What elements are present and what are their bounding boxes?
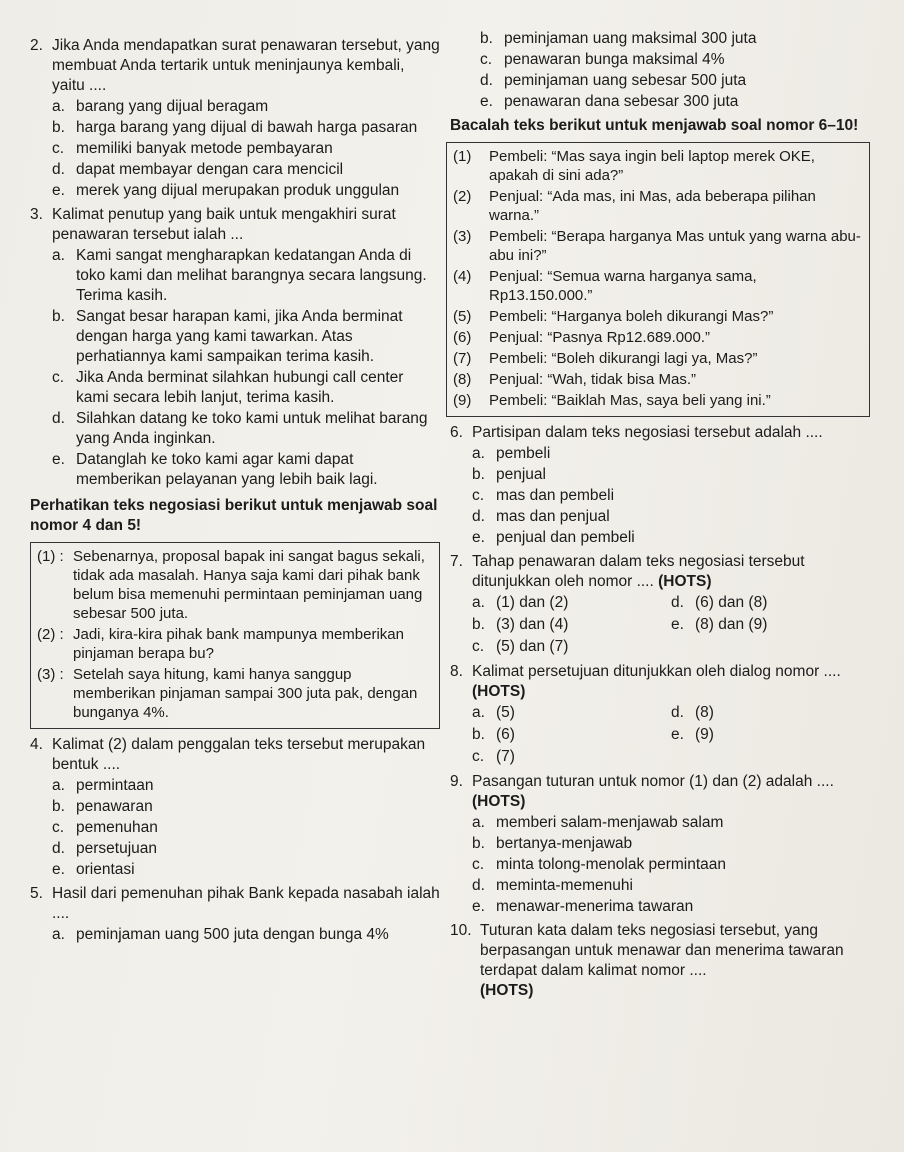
option: d. (8)	[671, 704, 714, 721]
option: a. peminjaman uang 500 juta dengan bunga 4%	[52, 926, 389, 943]
option: e. menawar-menerima tawaran	[472, 898, 694, 915]
option: e. Datanglah ke toko kami agar kami dapat memberikan pelayanan yang lebih baik lagi.	[52, 451, 378, 488]
question-number: 3.	[30, 206, 43, 223]
excerpt-line: (3) : Setelah saya hitung, kami hanya sanggup memberikan pinjaman sampai 300 juta pak, dengan bunganya 4%.	[37, 666, 418, 721]
question-text: Jika Anda mendapatkan surat penawaran tersebut, yang membuat Anda tertarik untuk meninjaunya kembali, yaitu ....	[52, 37, 440, 94]
question-8	[450, 662, 870, 768]
excerpt-line: (2) : Jadi, kira-kira pihak bank mampunya memberikan pinjaman berapa bu?	[37, 626, 404, 662]
dialog-line: (4) Penjual: “Semua warna harganya sama, Rp13.150.000.”	[453, 268, 757, 304]
option: e. (8) dan (9)	[671, 616, 768, 633]
question-9	[450, 772, 870, 917]
hots-label: (HOTS)	[472, 683, 526, 700]
question-number: 4.	[30, 736, 43, 753]
option: c. (5) dan (7)	[472, 638, 569, 655]
option: a. pembeli	[472, 445, 551, 462]
option: d. mas dan penjual	[472, 508, 610, 525]
hots-label: (HOTS)	[480, 982, 534, 999]
option: a. permintaan	[52, 777, 154, 794]
question-2	[30, 36, 440, 201]
option: b. Sangat besar harapan kami, jika Anda berminat dengan harga yang kami tawarkan. Atas perhatiannya kami sampaikan terima kasih.	[52, 308, 403, 365]
option: a. memberi salam-menjawab salam	[472, 814, 724, 831]
question-number: 6.	[450, 424, 463, 441]
question-text: Hasil dari pemenuhan pihak Bank kepada nasabah ialah ....	[52, 885, 440, 922]
option: d. (6) dan (8)	[671, 594, 768, 611]
option: d. meminta-memenuhi	[472, 877, 633, 894]
option: c. mas dan pembeli	[472, 487, 615, 504]
dialog-line: (8) Penjual: “Wah, tidak bisa Mas.”	[453, 371, 697, 388]
option: a. (1) dan (2)	[472, 594, 569, 611]
question-number: 7.	[450, 553, 463, 570]
option: c. minta tolong-menolak permintaan	[472, 856, 727, 873]
section-heading: Bacalah teks berikut untuk menjawab soal nomor 6–10!	[450, 117, 859, 134]
option: a. barang yang dijual beragam	[52, 98, 269, 115]
excerpt-line: (1) : Sebenarnya, proposal bapak ini sangat bagus sekali, tidak ada masalah. Hanya saja kami dari pihak bank belum bisa memenuhi permintaan peminjaman uang sebesar 500 juta.	[37, 548, 425, 622]
hots-label: (HOTS)	[472, 793, 526, 810]
option: d. peminjaman uang sebesar 500 juta	[480, 72, 747, 89]
option: c. pemenuhan	[52, 819, 158, 836]
question-4	[30, 735, 440, 880]
option: a. (5)	[472, 704, 515, 721]
question-number: 8.	[450, 663, 463, 680]
option: c. (7)	[472, 748, 515, 765]
hots-label: (HOTS)	[658, 573, 712, 590]
option: b. penawaran	[52, 798, 153, 815]
dialog-line: (1) Pembeli: “Mas saya ingin beli laptop merek OKE, apakah di sini ada?”	[453, 148, 815, 184]
option: c. penawaran bunga maksimal 4%	[480, 51, 725, 68]
dialog-line: (2) Penjual: “Ada mas, ini Mas, ada beberapa pilihan warna.”	[453, 188, 816, 224]
option: b. bertanya-menjawab	[472, 835, 633, 852]
option: d. Silahkan datang ke toko kami untuk melihat barang yang Anda inginkan.	[52, 410, 428, 447]
question-6	[450, 423, 870, 548]
option: b. peminjaman uang maksimal 300 juta	[480, 30, 757, 47]
option: b. penjual	[472, 466, 546, 483]
right-column	[450, 28, 870, 1003]
option: e. merek yang dijual merupakan produk unggulan	[52, 182, 400, 199]
dialog-box	[446, 142, 870, 417]
question-text: Tuturan kata dalam teks negosiasi tersebut, yang berpasangan untuk menawar dan menerima tawaran terdapat dalam kalimat nomor ....	[480, 922, 844, 979]
dialog-line: (9) Pembeli: “Baiklah Mas, saya beli yang ini.”	[453, 392, 771, 409]
question-text: Kalimat persetujuan ditunjukkan oleh dialog nomor ....	[472, 663, 841, 680]
option: c. Jika Anda berminat silahkan hubungi call center kami secara lebih lanjut, terima kasih.	[52, 369, 404, 406]
option: a. Kami sangat mengharapkan kedatangan Anda di toko kami dan melihat barangnya secara langsung. Terima kasih.	[52, 247, 427, 304]
section-heading: Perhatikan teks negosiasi berikut untuk menjawab soal nomor 4 dan 5!	[30, 497, 438, 534]
option: e. (9)	[671, 726, 714, 743]
option: b. harga barang yang dijual di bawah harga pasaran	[52, 119, 418, 136]
option: b. (6)	[472, 726, 515, 743]
option: d. persetujuan	[52, 840, 158, 857]
question-3	[30, 205, 440, 490]
option: e. orientasi	[52, 861, 135, 878]
question-text: Tahap penawaran dalam teks negosiasi tersebut ditunjukkan oleh nomor ....	[472, 553, 805, 590]
question-number: 9.	[450, 773, 463, 790]
question-10	[450, 921, 870, 1001]
option: b. (3) dan (4)	[472, 616, 569, 633]
question-text: Kalimat (2) dalam penggalan teks tersebut merupakan bentuk ....	[52, 736, 426, 773]
question-5-continued	[480, 29, 870, 112]
dialog-line: (5) Pembeli: “Harganya boleh dikurangi Mas?”	[453, 308, 774, 325]
dialog-line: (7) Pembeli: “Boleh dikurangi lagi ya, Mas?”	[453, 350, 758, 367]
option: e. penawaran dana sebesar 300 juta	[480, 93, 739, 110]
option: d. dapat membayar dengan cara mencicil	[52, 161, 344, 178]
question-number: 2.	[30, 37, 43, 54]
left-column	[30, 36, 440, 947]
option: c. memiliki banyak metode pembayaran	[52, 140, 333, 157]
dialog-line: (3) Pembeli: “Berapa harganya Mas untuk yang warna abu-abu ini?”	[453, 228, 861, 264]
question-7	[450, 552, 870, 658]
question-number: 5.	[30, 885, 43, 902]
question-text: Pasangan tuturan untuk nomor (1) dan (2) adalah ....	[472, 773, 834, 790]
negotiation-excerpt-box	[30, 542, 440, 729]
option: e. penjual dan pembeli	[472, 529, 635, 546]
question-text: Partisipan dalam teks negosiasi tersebut adalah ....	[472, 424, 823, 441]
question-5	[30, 884, 440, 945]
dialog-line: (6) Penjual: “Pasnya Rp12.689.000.”	[453, 329, 710, 346]
question-text: Kalimat penutup yang baik untuk mengakhiri surat penawaran tersebut ialah ...	[52, 206, 396, 243]
question-number: 10.	[450, 922, 472, 939]
